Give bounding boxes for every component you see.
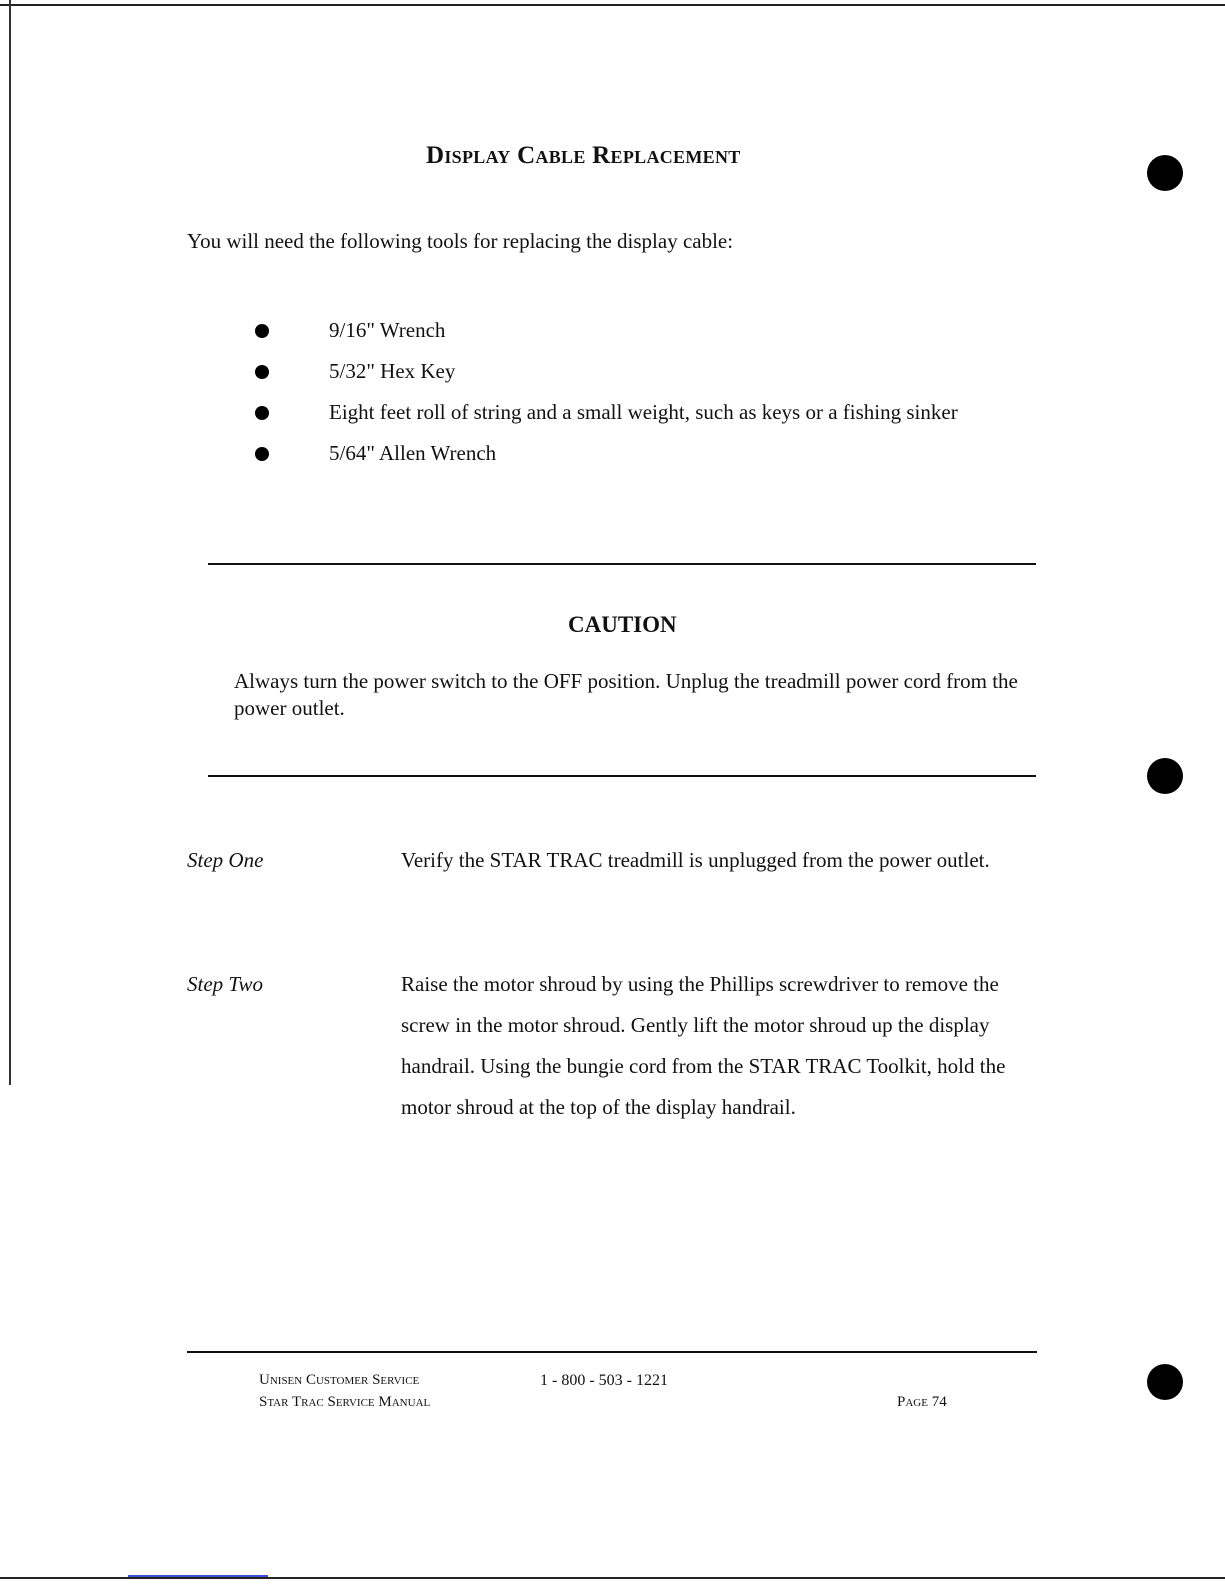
- step-two-label: Step Two: [187, 972, 264, 996]
- scan-edge-left: [9, 0, 11, 1085]
- bullet-icon: [255, 324, 269, 338]
- caution-top-rule: [208, 563, 1036, 565]
- page-title: Display Cable Replacement: [426, 142, 741, 169]
- binder-hole-bottom: [1147, 1364, 1183, 1400]
- caution-heading: CAUTION: [568, 612, 677, 637]
- list-item: [255, 433, 1045, 473]
- footer-rule: [187, 1351, 1037, 1353]
- footer-company: Unisen Customer Service: [259, 1372, 420, 1388]
- tool-label: 9/16" Wrench: [329, 318, 446, 342]
- list-item: [255, 351, 1045, 391]
- page-number: Page 74: [897, 1394, 947, 1410]
- list-item: [255, 310, 1045, 350]
- scan-edge-mark: [128, 1575, 268, 1577]
- caution-bottom-rule: [208, 775, 1036, 777]
- list-item: [255, 392, 1045, 432]
- tool-label: Eight feet roll of string and a small weight, such as keys or a fishing sinker: [329, 400, 958, 424]
- step-one-label: Step One: [187, 848, 264, 872]
- bullet-icon: [255, 447, 269, 461]
- step-two-text: Raise the motor shroud by using the Phillips screwdriver to remove the screw in the motor shroud. Gently lift the motor shroud up the display handrail. Using the bungie cord from the STAR TRAC Toolkit, hold the motor shroud at the top of the display handrail.: [401, 972, 1006, 1119]
- scan-edge-top: [0, 4, 1225, 6]
- binder-hole-middle: [1147, 758, 1183, 794]
- footer-manual: Star Trac Service Manual: [259, 1394, 431, 1410]
- bullet-icon: [255, 365, 269, 379]
- tools-list: [255, 310, 1045, 474]
- footer-phone: 1 - 800 - 503 - 1221: [540, 1372, 668, 1389]
- scan-edge-bottom: [0, 1577, 1225, 1579]
- step-one-text: Verify the STAR TRAC treadmill is unplugged from the power outlet.: [401, 848, 990, 872]
- tool-label: 5/64" Allen Wrench: [329, 441, 497, 465]
- binder-hole-top: [1147, 155, 1183, 191]
- intro-text: You will need the following tools for replacing the display cable:: [187, 229, 734, 253]
- tool-label: 5/32" Hex Key: [329, 359, 456, 383]
- caution-text: Always turn the power switch to the OFF position. Unplug the treadmill power cord from the power outlet.: [234, 669, 1018, 720]
- bullet-icon: [255, 406, 269, 420]
